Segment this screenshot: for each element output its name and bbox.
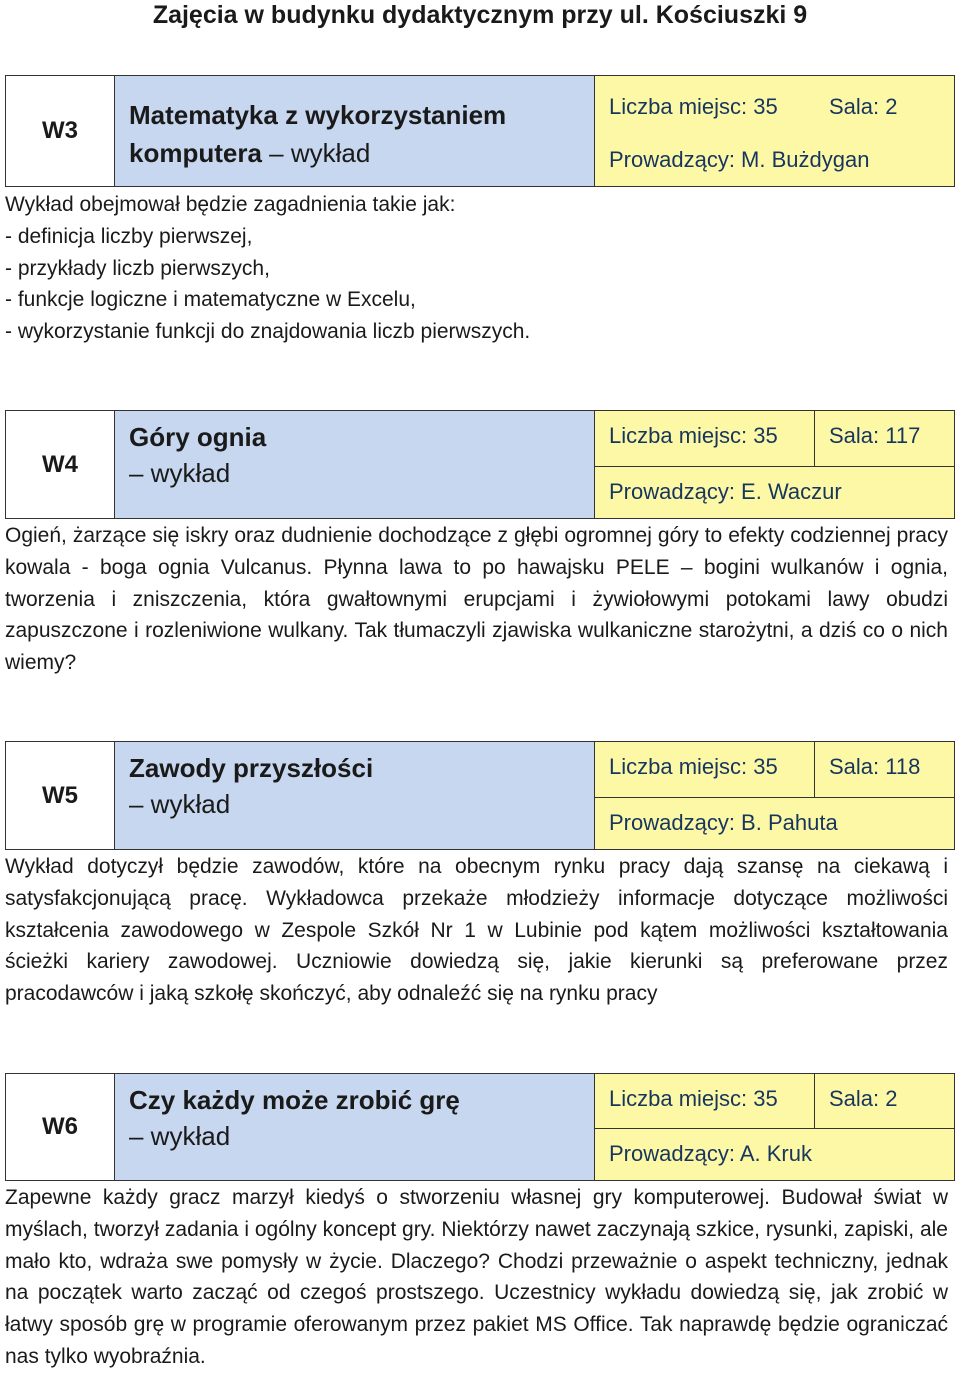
room-number: Sala: 2	[829, 94, 898, 119]
info-row-top	[595, 411, 954, 467]
course-code: W3	[5, 75, 115, 187]
room-number: Sala: 2	[829, 1086, 898, 1111]
page-title: Zajęcia w budynku dydaktycznym przy ul. Kościuszki 9	[152, 1, 808, 29]
course-description-w3	[5, 189, 948, 348]
description-line: - funkcje logiczne i matematyczne w Excelu,	[5, 288, 416, 312]
course-description-w5: Wykład dotyczył będzie zawodów, które na obecnym rynku pracy dają szansę na ciekawą i satysfakcjonującą pracę. Wykładowca przekaże młodzieży informacje dotyczące możliwości kształcenia zawodowego w Zespole Szkół Nr 1 w Lubinie pod kątem możliwości kształtowania ścieżki kariery zawodowej. Uczniowie dowiedzą się, jakie kierunki są preferowane przez pracodawców i jaką szkołę skończyć, aby odnaleźć się na rynku pracy	[5, 855, 948, 1006]
seats-count: Liczba miejsc: 35	[595, 742, 815, 797]
course-info-box	[595, 75, 955, 187]
course-header-w4	[5, 410, 955, 519]
info-row-top	[595, 1074, 954, 1129]
course-description-w6: Zapewne każdy gracz marzył kiedyś o stworzeniu własnej gry komputerowej. Budował świat w myślach, tworzył zadania i ogólny koncept gry. Niektórzy nawet zaczynają szkice, rysunki, zapiski, ale mało kto, wdraża swe pomysły w życie. Dlaczego? Chodzi przeważnie o aspekt techniczny, jednak na początek warto zacząć od czegoś prostszego. Uczestnicy wykładu dowiedzą się, jak zrobić w łatwy sposób grę w programie oferowanym przez pakiet MS Office. Tak naprawdę będzie ograniczać nas tylko wyobraźnia.	[5, 1186, 948, 1368]
description-line: Wykład obejmował będzie zagadnienia takie jak:	[5, 193, 456, 216]
course-type: – wykład	[269, 138, 371, 168]
room-number: Sala: 118	[829, 754, 921, 779]
course-header-w6	[5, 1073, 955, 1181]
course-title-box	[115, 741, 595, 850]
lecturer-name: Prowadzący: A. Kruk	[609, 1141, 812, 1167]
lecturer-name: Prowadzący: B. Pahuta	[609, 809, 838, 835]
course-title: Zawody przyszłości	[129, 753, 374, 783]
course-code: W5	[5, 741, 115, 850]
course-title: Czy każdy może zrobić grę	[129, 1085, 460, 1115]
room-number: Sala: 117	[829, 423, 921, 448]
course-title-box	[115, 1073, 595, 1181]
course-header-w3	[5, 75, 955, 187]
course-info-box	[595, 1073, 955, 1181]
course-title-box	[115, 75, 595, 187]
seats-count: Liczba miejsc: 35	[609, 94, 778, 119]
lecturer-name: Prowadzący: M. Bużdygan	[609, 147, 870, 173]
description-line: - przykłady liczb pierwszych,	[5, 256, 270, 280]
course-info-box	[595, 410, 955, 519]
course-code: W4	[5, 410, 115, 519]
course-title-box	[115, 410, 595, 519]
lecturer-name: Prowadzący: E. Waczur	[609, 478, 842, 504]
info-row-top	[595, 76, 954, 133]
course-title: Góry ognia	[129, 422, 267, 452]
course-header-w5	[5, 741, 955, 850]
course-type: – wykład	[129, 458, 231, 488]
seats-count: Liczba miejsc: 35	[595, 411, 815, 466]
course-type: – wykład	[129, 789, 231, 819]
course-code: W6	[5, 1073, 115, 1181]
description-line: - wykorzystanie funkcji do znajdowania liczb pierwszych.	[5, 320, 531, 344]
course-title: Matematyka z wykorzystaniem komputera	[129, 100, 507, 168]
seats-count: Liczba miejsc: 35	[595, 1074, 815, 1128]
course-description-w4: Ogień, żarzące się iskry oraz dudnienie dochodzące z głębi ogromnej góry to efekty codziennej pracy kowala - boga ognia Vulcanus. Płynna lawa to po hawajsku PELE – bogini wulkanów i ognia, tworzenia i zniszczenia, która gwałtownymi erupcjami i żywiołowymi potokami lawy obudzi zapuszczone i rozleniwione wulkany. Tak tłumaczyli zjawiska wulkaniczne starożytni, a dziś co o nich wiemy?	[5, 524, 948, 675]
course-type: – wykład	[129, 1121, 231, 1151]
info-row-top	[595, 742, 954, 798]
description-line: - definicja liczby pierwszej,	[5, 224, 253, 248]
course-info-box	[595, 741, 955, 850]
